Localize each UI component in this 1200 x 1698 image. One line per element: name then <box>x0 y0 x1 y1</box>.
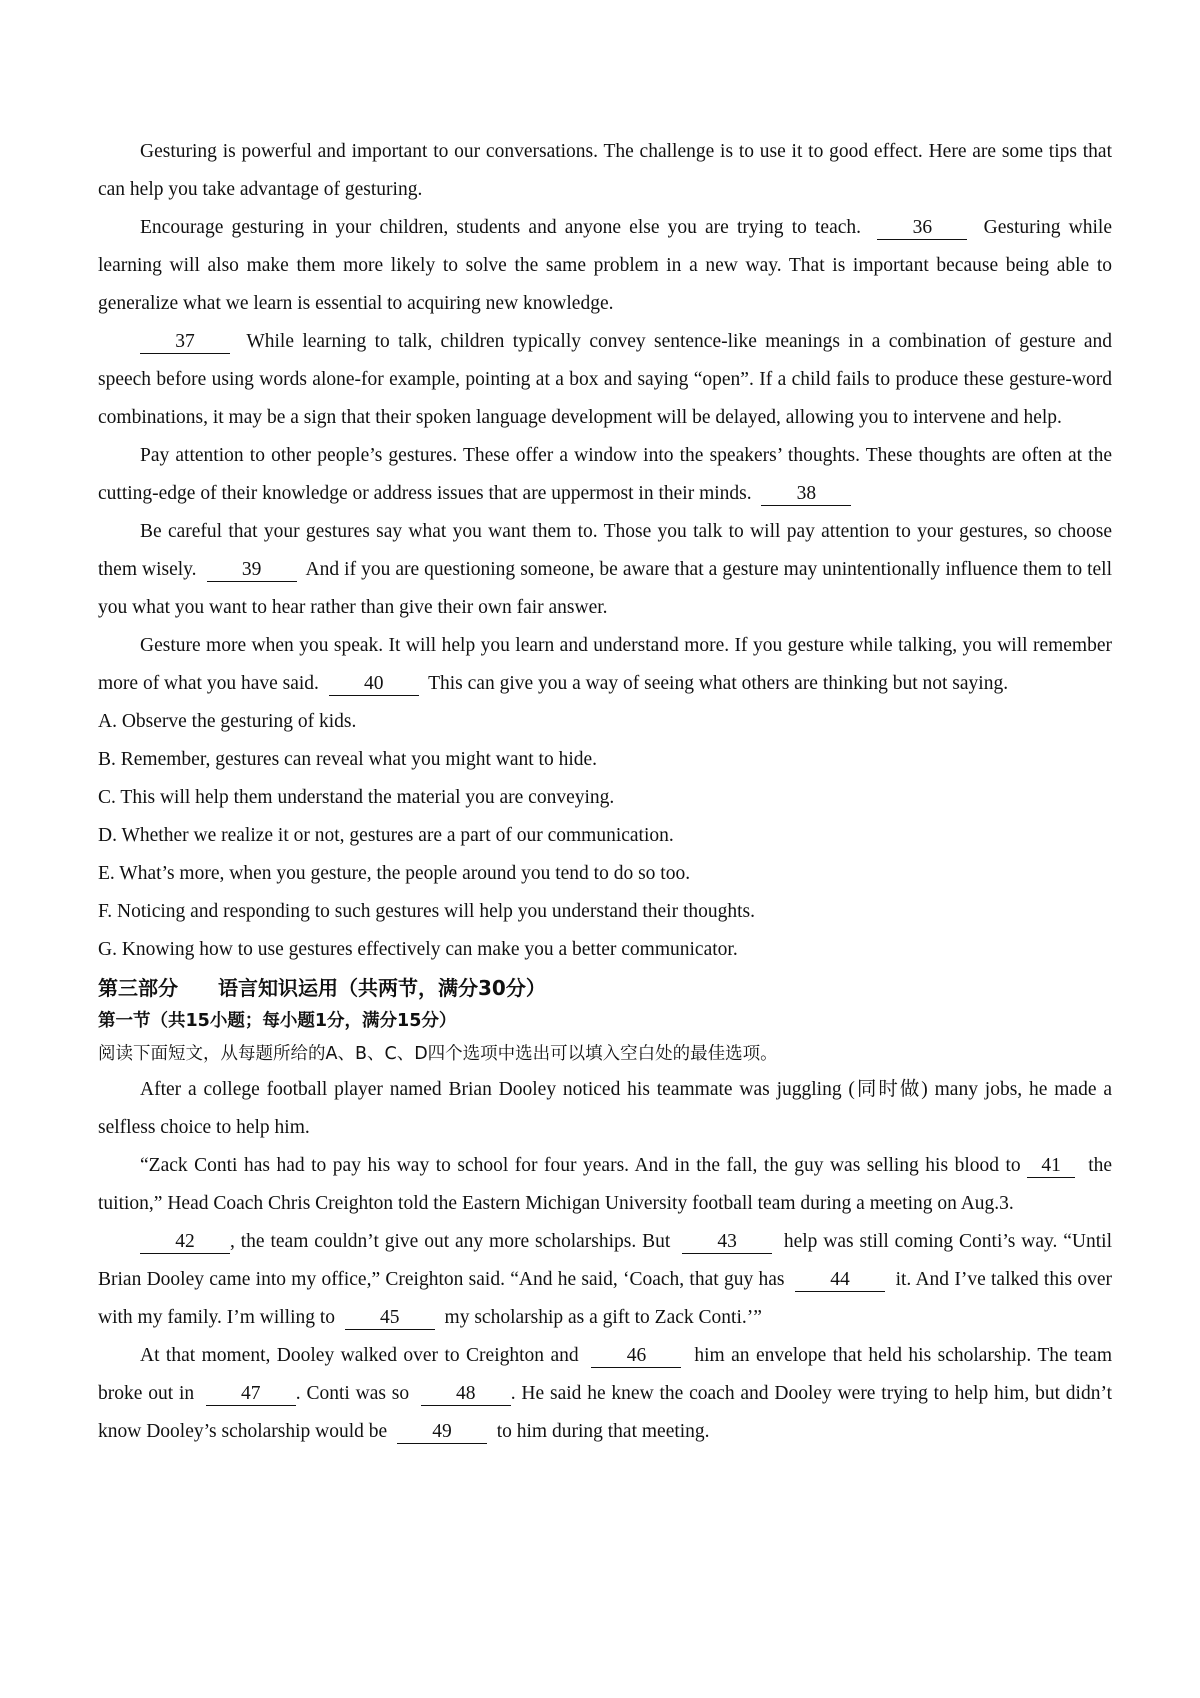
option-d: D. Whether we realize it or not, gestures are a part of our communication. <box>98 825 674 846</box>
paragraph-text: , the team couldn’t give out any more scholarships. But <box>230 1231 671 1252</box>
blank-38: 38 <box>761 483 851 506</box>
option-c: C. This will help them understand the material you are conveying. <box>98 787 615 808</box>
passage2-paragraph-2 <box>98 1147 1112 1223</box>
paragraph-text: Gesture more when you speak. It will help you learn and understand more. If you gesture while talking, you will remember more of what you have said. <box>98 635 1112 694</box>
blank-40: 40 <box>329 673 419 696</box>
passage1-paragraph-5 <box>98 513 1112 627</box>
blank-43: 43 <box>682 1231 772 1254</box>
paragraph-text: to him during that meeting. <box>496 1421 710 1442</box>
passage1-paragraph-4 <box>98 437 1112 513</box>
paragraph-text: . He said he knew the coach and Dooley were trying to help him, but didn’t know Dooley’s scholarship would be <box>98 1383 1113 1442</box>
paragraph-text: While learning to talk, children typically convey sentence-like meanings in a combination of gesture and speech before using words alone-for example, pointing at a box and saying “open”. If a child fails to produce these gesture-word combinations, it may be a sign that their spoken language development will be delayed, allowing you to intervene and help. <box>98 331 1112 428</box>
paragraph-text: After a college football player named Brian Dooley noticed his teammate was juggling (同时做) many jobs, he made a selfless choice to help him. <box>98 1079 1112 1138</box>
passage2-paragraph-1 <box>98 1071 1112 1147</box>
blank-42: 42 <box>140 1231 230 1254</box>
option-b: B. Remember, gestures can reveal what you might want to hide. <box>98 749 598 770</box>
blank-37: 37 <box>140 331 230 354</box>
instructions: 阅读下面短文，从每题所给的A、B、C、D四个选项中选出可以填入空白处的最佳选项。 <box>98 1044 778 1064</box>
page-content <box>98 133 1112 1451</box>
section-one-heading: 第一节（共15小题；每小题1分，满分15分） <box>98 1011 457 1031</box>
passage1-paragraph-1 <box>98 133 1112 209</box>
option-a: A. Observe the gesturing of kids. <box>98 711 357 732</box>
paragraph-text: Pay attention to other people’s gestures. These offer a window into the speakers’ thoughts. These thoughts are often at the cutting-edge of their knowledge or address issues that are uppermost in their minds. <box>98 445 1112 504</box>
paragraph-text: him an envelope that held his scholarship. The team broke out in <box>98 1345 1113 1404</box>
paragraph-text: “Zack Conti has had to pay his way to school for four years. And in the fall, the guy was selling his blood to <box>140 1155 1021 1176</box>
paragraph-text: Be careful that your gestures say what you want them to. Those you talk to will pay attention to your gestures, so choose them wisely. <box>98 521 1112 580</box>
paragraph-text: This can give you a way of seeing what others are thinking but not saying. <box>428 673 1009 694</box>
passage1-paragraph-6 <box>98 627 1112 703</box>
option-g: G. Knowing how to use gestures effectively can make you a better communicator. <box>98 939 738 960</box>
paragraph-text: help was still coming Conti’s way. “Until Brian Dooley came into my office,” Creighton said. “And he said, ‘Coach, that guy has <box>98 1231 1112 1290</box>
passage2-paragraph-3 <box>98 1223 1112 1337</box>
passage1-paragraph-3 <box>98 323 1112 437</box>
blank-39: 39 <box>207 559 297 582</box>
paragraph-text: . Conti was so <box>295 1383 410 1404</box>
paragraph-text: it. And I’ve talked this over with my family. I’m willing to <box>98 1269 1113 1328</box>
passage2-paragraph-4 <box>98 1337 1112 1451</box>
part-label: 第三部分 <box>98 976 178 1000</box>
paragraph-text: Gesturing while learning will also make them more likely to solve the same problem in a new way. That is important because being able to generalize what we learn is essential to acquiring new knowledge. <box>98 217 1112 314</box>
blank-48: 48 <box>421 1383 511 1406</box>
blank-47: 47 <box>206 1383 296 1406</box>
paragraph-text: the tuition,” Head Coach Chris Creighton told the Eastern Michigan University football team during a meeting on Aug.3. <box>98 1155 1113 1214</box>
part-title: 语言知识运用（共两节，满分30分） <box>218 976 546 1000</box>
part-three-heading <box>98 971 1112 1005</box>
blank-36: 36 <box>877 217 967 240</box>
paragraph-text: Encourage gesturing in your children, students and anyone else you are trying to teach. <box>140 217 862 238</box>
blank-44: 44 <box>795 1269 885 1292</box>
blank-49: 49 <box>397 1421 487 1444</box>
paragraph-text: my scholarship as a gift to Zack Conti.’” <box>444 1307 762 1328</box>
blank-46: 46 <box>591 1345 681 1368</box>
option-f: F. Noticing and responding to such gestures will help you understand their thoughts. <box>98 901 756 922</box>
blank-41: 41 <box>1027 1155 1075 1178</box>
option-e: E. What’s more, when you gesture, the people around you tend to do so too. <box>98 863 691 884</box>
blank-45: 45 <box>345 1307 435 1330</box>
paragraph-text: Gesturing is powerful and important to our conversations. The challenge is to use it to good effect. Here are some tips that can help you take advantage of gesturing. <box>98 141 1112 200</box>
passage1-paragraph-2 <box>98 209 1112 323</box>
paragraph-text: And if you are questioning someone, be aware that a gesture may unintentionally influence them to tell you what you want to hear rather than give their own fair answer. <box>98 559 1112 618</box>
paragraph-text: At that moment, Dooley walked over to Creighton and <box>140 1345 579 1366</box>
